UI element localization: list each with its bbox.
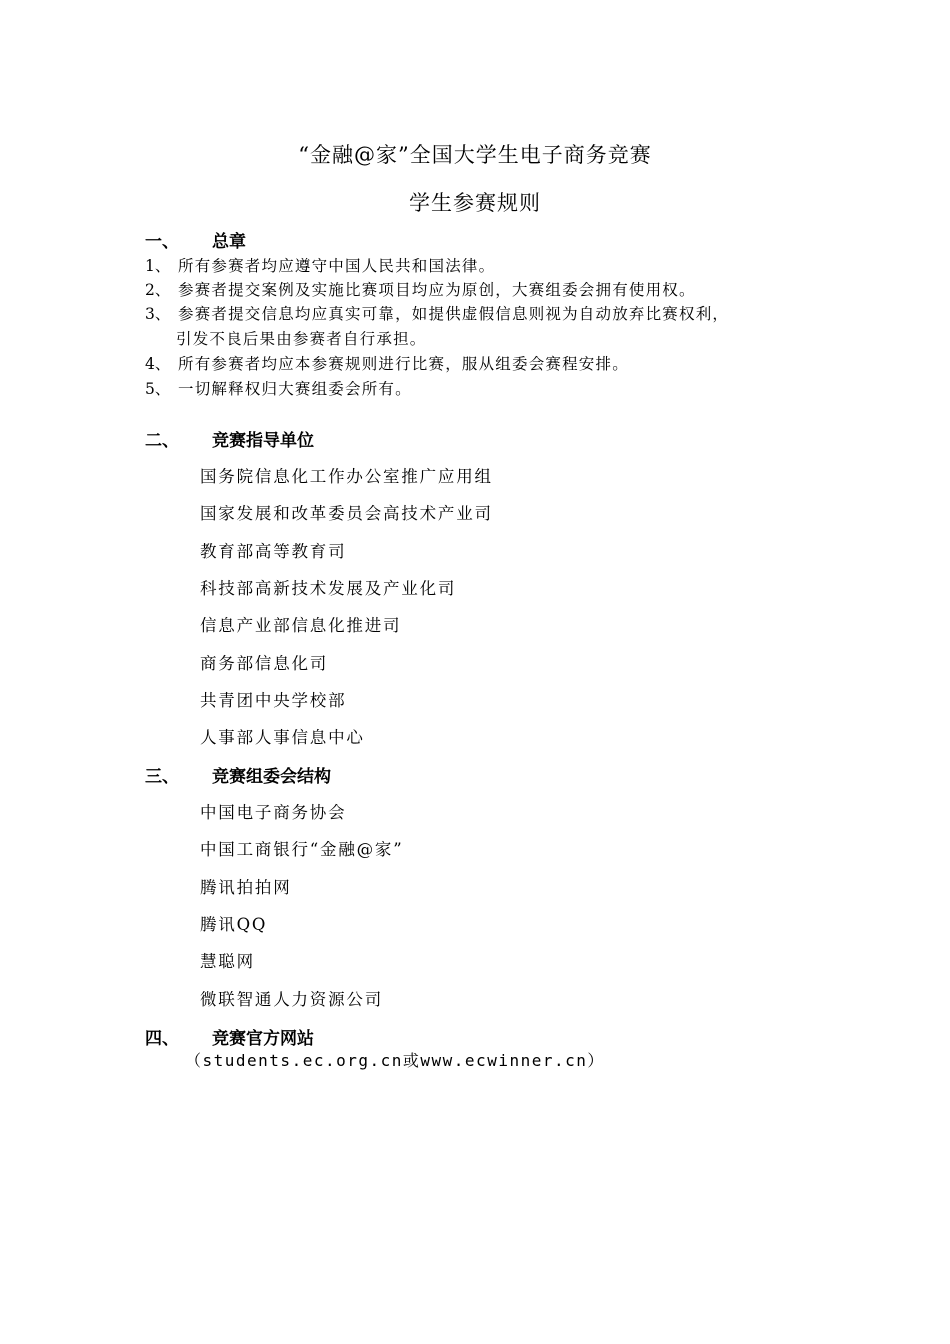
rule-item [145,352,629,374]
guidance-unit: 信息产业部信息化推进司 [200,616,402,635]
section-title: 竞赛指导单位 [212,431,314,451]
committee-member: 慧聪网 [200,952,255,971]
rule-item [145,302,729,324]
committee-member: 微联智通人力资源公司 [200,990,383,1009]
committee-member: 腾讯拍拍网 [200,878,292,897]
committee-member: 腾讯QQ [200,915,268,934]
section-heading-guidance [145,426,314,451]
rule-index: 4、 [145,355,171,373]
rule-index: 2、 [145,281,171,299]
committee-member: 中国电子商务协会 [200,803,347,822]
guidance-unit: 国务院信息化工作办公室推广应用组 [200,467,493,486]
rule-index: 1、 [145,257,171,275]
section-title: 竞赛官方网站 [212,1029,314,1049]
document-subtitle: 学生参赛规则 [409,191,541,215]
committee-member: 中国工商银行“金融@家” [200,840,404,859]
document-title: “金融@家”全国大学生电子商务竞赛 [298,143,652,167]
section-heading-website [145,1024,314,1049]
section-number: 三、 [145,767,179,787]
rule-item [145,254,495,276]
guidance-unit: 共青团中央学校部 [200,691,347,710]
rule-continuation: 引发不良后果由参赛者自行承担。 [176,330,427,348]
rule-text: 所有参赛者均应本参赛规则进行比赛，服从组委会赛程安排。 [178,355,629,373]
rule-text: 参赛者提交信息均应真实可靠，如提供虚假信息则视为自动放弃比赛权利， [178,305,730,323]
guidance-unit: 教育部高等教育司 [200,542,347,561]
section-heading-general [145,227,246,252]
section-title: 总章 [212,232,246,252]
rule-text: 参赛者提交案例及实施比赛项目均应为原创，大赛组委会拥有使用权。 [178,281,696,299]
official-website-text: （students.ec.org.cn或www.ecwinner.cn） [185,1051,605,1070]
guidance-unit: 科技部高新技术发展及产业化司 [200,579,457,598]
rule-index: 3、 [145,305,171,323]
rule-item [145,377,412,399]
rule-index: 5、 [145,380,171,398]
section-title: 竞赛组委会结构 [212,767,331,787]
rule-text: 一切解释权归大赛组委会所有。 [178,380,412,398]
guidance-unit: 国家发展和改革委员会高技术产业司 [200,504,493,523]
guidance-unit: 商务部信息化司 [200,654,329,673]
rule-item [145,278,696,300]
section-number: 一、 [145,232,179,252]
section-number: 二、 [145,431,179,451]
section-number: 四、 [145,1029,179,1049]
section-heading-committee [145,762,331,787]
rule-text: 所有参赛者均应遵守中国人民共和国法律。 [178,257,496,275]
guidance-unit: 人事部人事信息中心 [200,728,365,747]
